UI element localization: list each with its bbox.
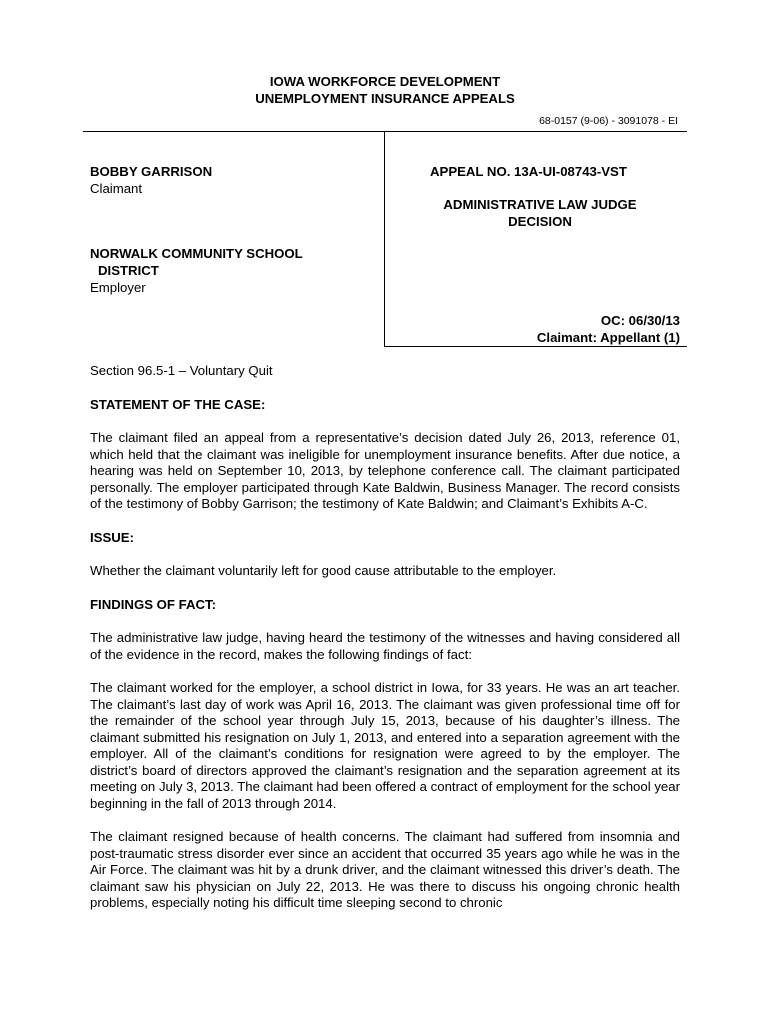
agency-name: IOWA WORKFORCE DEVELOPMENT (269, 74, 501, 89)
claim-status-block (400, 312, 680, 346)
agency-header (0, 73, 770, 107)
decision-subtitle: DECISION (508, 214, 572, 229)
claimant-role: Claimant (90, 181, 143, 196)
section-reference: Section 96.5-1 – Voluntary Quit (90, 363, 273, 378)
issue-heading: ISSUE: (90, 529, 134, 545)
statement-heading: STATEMENT OF THE CASE: (90, 396, 266, 412)
caption-vertical-divider (384, 131, 385, 346)
decision-title: ADMINISTRATIVE LAW JUDGE (443, 197, 637, 212)
findings-paragraph-1: The claimant worked for the employer, a school district in Iowa, for 33 years. He was an art teacher. The claimant’s last day of work was April 16, 2013. The claimant was given professional time off for the remainder of the school year through July 15, 2013, because of his daughter’s illness. The claimant submitted his resignation on July 1, 2013, and entered into a separation agreement with the employer. All of the claimant’s conditions for resignation were agreed to by the employer. The district’s board of directors approved the claimant’s resignation and the separation agreement at its meeting on July 3, 2013. The claimant had been offered a contract of employment for the school year beginning in the fall of 2013 through 2014. (90, 680, 680, 811)
employer-name-cont: DISTRICT (98, 263, 159, 278)
claimant-status: Claimant: Appellant (1) (536, 330, 680, 345)
appeal-number: APPEAL NO. 13A-UI-08743-VST (430, 164, 627, 179)
oc-date: OC: 06/30/13 (600, 313, 680, 328)
employer-name: NORWALK COMMUNITY SCHOOL (90, 246, 303, 261)
employer-role: Employer (90, 280, 146, 295)
appeal-number-block (400, 163, 680, 180)
issue-paragraph: Whether the claimant voluntarily left for good cause attributable to the employer. (90, 563, 557, 578)
decision-body (90, 363, 680, 912)
statement-paragraph: The claimant filed an appeal from a representative’s decision dated July 26, 2013, reference 01, which held that the claimant was ineligible for unemployment insurance benefits. After due notice, a hearing was held on September 10, 2013, by telephone conference call. The claimant participated personally. The employer participated through Kate Baldwin, Business Manager. The record consists of the testimony of Bobby Garrison; the testimony of Kate Baldwin; and Claimant’s Exhibits A-C. (90, 430, 680, 511)
findings-intro-paragraph: The administrative law judge, having heard the testimony of the witnesses and having considered all of the evidence in the record, makes the following findings of fact: (90, 630, 680, 662)
agency-division: UNEMPLOYMENT INSURANCE APPEALS (255, 91, 515, 106)
header-divider (83, 131, 687, 132)
claimant-name: BOBBY GARRISON (90, 164, 213, 179)
findings-heading: FINDINGS OF FACT: (90, 596, 217, 612)
form-number: 68-0157 (9-06) - 3091078 - EI (539, 115, 678, 127)
findings-paragraph-2: The claimant resigned because of health concerns. The claimant had suffered from insomnia and post-traumatic stress disorder ever since an accident that occurred 35 years ago while he was in the Air Force. The claimant was hit by a drunk driver, and the claimant witnessed this driver’s death. The claimant saw his physician on July 22, 2013. He was there to discuss his ongoing chronic health problems, especially noting his difficult time sleeping second to chronic (90, 829, 680, 910)
claimant-block (90, 163, 370, 197)
decision-title-block (400, 196, 680, 230)
caption-bottom-divider (384, 346, 687, 347)
employer-block (90, 245, 370, 296)
